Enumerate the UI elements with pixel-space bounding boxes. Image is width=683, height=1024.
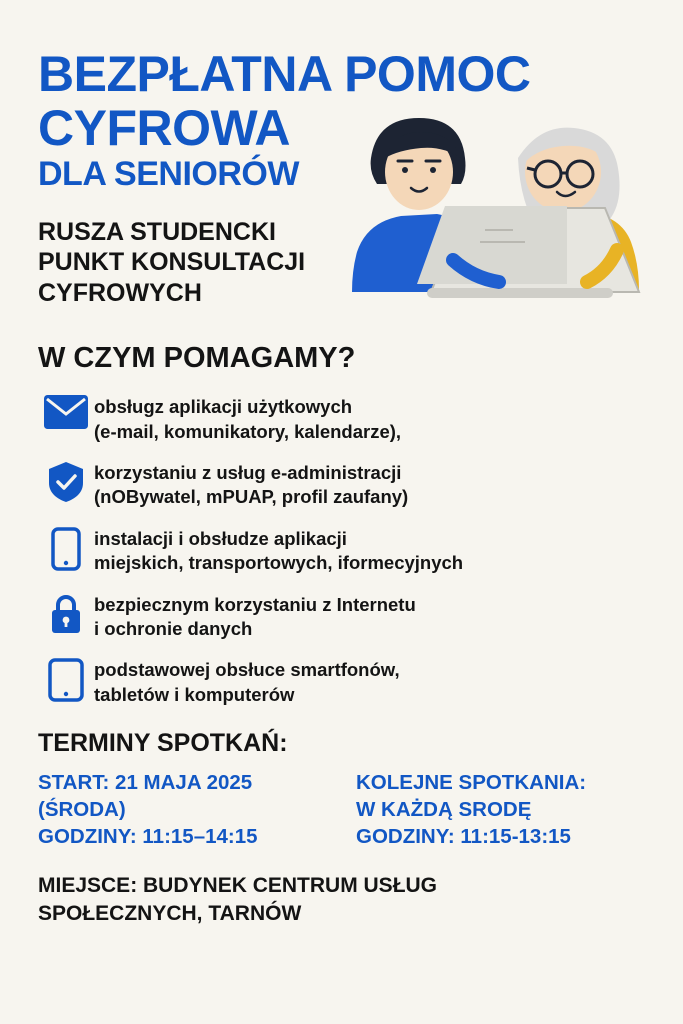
list-item-text xyxy=(94,591,416,642)
terms-columns xyxy=(38,770,645,850)
terms-column-next xyxy=(356,770,638,850)
terms-next-line-3: GODZINY: 11:15-13:15 xyxy=(356,824,571,848)
list-item-line-2: tabletów i komputerów xyxy=(94,683,295,705)
smartphone-icon xyxy=(38,525,94,571)
place-info xyxy=(38,872,645,927)
place-line-2: SPOŁECZNYCH, TARNÓW xyxy=(38,901,302,925)
list-item-line-1: korzystaniu z usług e-administracji xyxy=(94,462,402,484)
terms-next-line-2: W KAŻDĄ SRODĘ xyxy=(356,797,532,821)
two-people-with-laptop-illustration xyxy=(335,100,665,350)
list-item-line-1: bezpiecznym korzystaniu z Internetu xyxy=(94,593,416,615)
terms-title: TERMINY SPOTKAŃ: xyxy=(38,729,288,758)
envelope-icon xyxy=(38,393,94,429)
list-item-text xyxy=(94,459,408,510)
list-item xyxy=(38,525,645,576)
terms-start-line-2: (ŚRODA) xyxy=(38,797,126,821)
list-item-text xyxy=(94,393,401,444)
list-item-line-2: i ochronie danych xyxy=(94,618,253,640)
list-item-line-1: obsługz aplikacji użytkowych xyxy=(94,396,353,418)
terms-column-start xyxy=(38,770,320,850)
place-line-1: MIEJSCE: BUDYNEK CENTRUM USŁUG xyxy=(38,874,438,898)
list-item-line-2: miejskich, transportowych, iformecyjnych xyxy=(94,552,464,574)
list-item xyxy=(38,591,645,642)
list-item-line-1: instalacji i obsłudze aplikacji xyxy=(94,527,347,549)
list-item-line-2: (e-mail, komunikatory, kalendarze), xyxy=(94,420,402,442)
list-item xyxy=(38,459,645,510)
headline-line-1: BEZPŁATNA POMOC xyxy=(38,46,531,103)
headline-line-3: DLA SENIORÓW xyxy=(38,155,299,194)
list-item-line-2: (nOBywatel, mPUAP, profil zaufany) xyxy=(94,486,409,508)
subheading xyxy=(38,217,368,309)
padlock-icon xyxy=(38,591,94,635)
services-list xyxy=(38,393,645,707)
list-item-text xyxy=(94,656,400,707)
shield-check-icon xyxy=(38,459,94,503)
list-item xyxy=(38,393,645,444)
terms-start-line-3: GODZINY: 11:15–14:15 xyxy=(38,824,258,848)
subheading-line-3: CYFROWYCH xyxy=(38,278,202,307)
subheading-line-1: RUSZA STUDENCKI xyxy=(38,217,276,246)
headline-line-2: CYFROWA xyxy=(38,99,291,156)
list-item xyxy=(38,656,645,707)
list-item-line-1: podstawowej obsłuce smartfonów, xyxy=(94,659,400,681)
tablet-icon xyxy=(38,656,94,702)
terms-start-line-1: START: 21 MAJA 2025 xyxy=(38,771,253,795)
subheading-line-2: PUNKT KONSULTACJI xyxy=(38,248,306,277)
terms-next-line-1: KOLEJNE SPOTKANIA: xyxy=(356,771,587,795)
list-item-text xyxy=(94,525,463,576)
services-section-title: W CZYM POMAGAMY? xyxy=(38,342,356,375)
